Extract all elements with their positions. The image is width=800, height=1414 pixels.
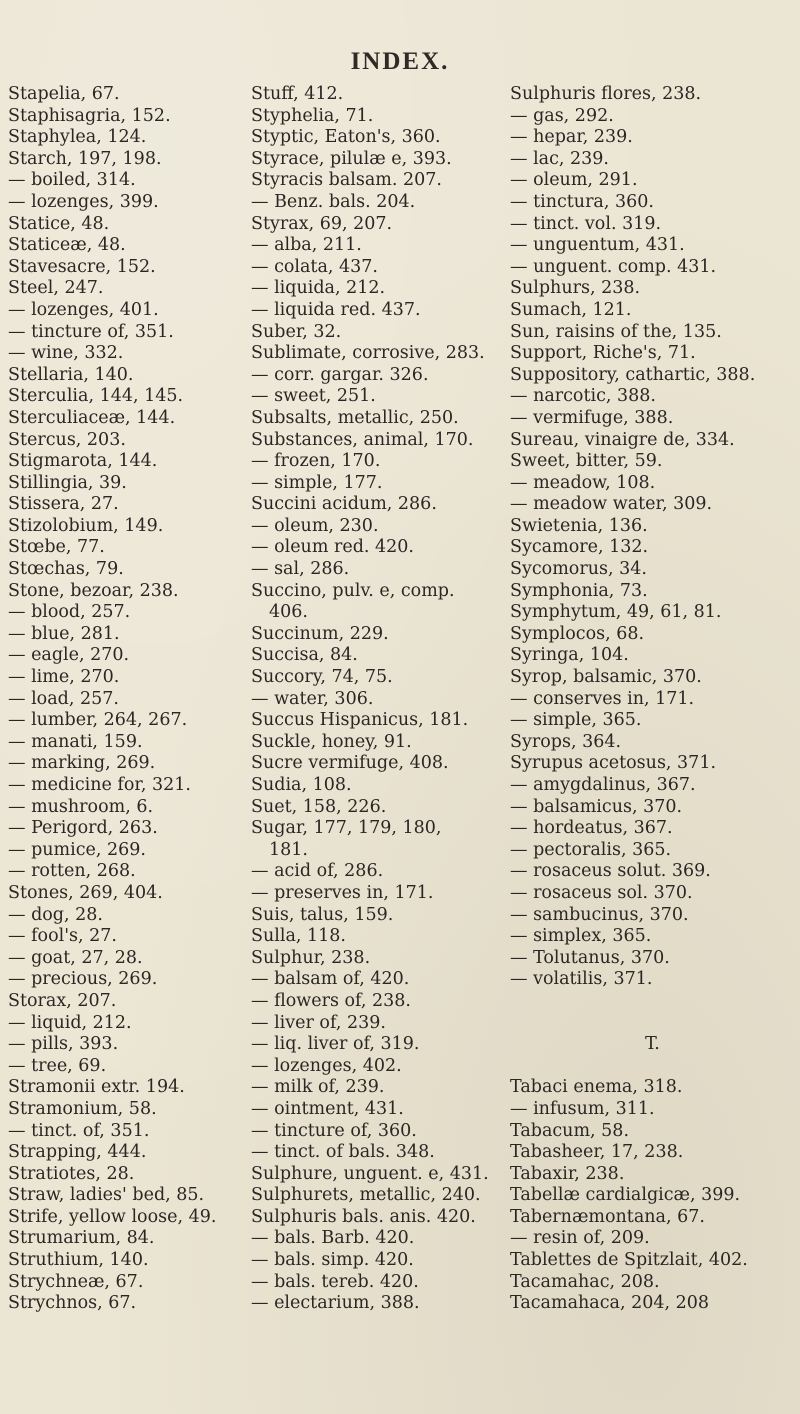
- index-entry: Substances, animal, 170.: [251, 429, 474, 450]
- index-entry: — fool's, 27.: [8, 926, 117, 947]
- index-entry: Sulphuris bals. anis. 420.: [251, 1206, 476, 1227]
- index-entry: — Tolutanus, 370.: [510, 947, 670, 968]
- index-entry: Stigmarota, 144.: [8, 451, 158, 472]
- index-entry: — tinct. of bals. 348.: [251, 1142, 435, 1163]
- index-entry: — preserves in, 171.: [251, 882, 434, 903]
- index-entry: Succini acidum, 286.: [251, 494, 437, 515]
- index-entry: Sulphuris flores, 238.: [510, 84, 702, 104]
- index-column-3: [510, 84, 795, 1315]
- index-entry: — hepar, 239.: [510, 127, 633, 148]
- index-entry: Statice, 48.: [8, 213, 110, 234]
- index-entry: — balsamicus, 370.: [510, 796, 683, 817]
- index-entry: Sumach, 121.: [510, 299, 632, 320]
- index-entry: — resin of, 209.: [510, 1228, 650, 1249]
- index-entry: — boiled, 314.: [8, 170, 136, 191]
- index-entry: Tabellæ cardialgicæ, 399.: [510, 1185, 741, 1206]
- index-entry: — rosaceus sol. 370.: [510, 882, 693, 903]
- index-entry: Stuff, 412.: [251, 84, 344, 104]
- page-title: INDEX.: [350, 48, 450, 75]
- index-entry: — blue, 281.: [8, 623, 120, 644]
- index-entry: Suet, 158, 226.: [251, 796, 387, 817]
- index-entry: Stramonii extr. 194.: [8, 1077, 185, 1098]
- index-entry: — sal, 286.: [251, 559, 350, 580]
- index-entry: Suckle, honey, 91.: [251, 731, 412, 752]
- index-entry: — water, 306.: [251, 688, 374, 709]
- index-entry: — eagle, 270.: [8, 645, 130, 666]
- index-entry: Stissera, 27.: [8, 494, 119, 515]
- index-entry: Suber, 32.: [251, 321, 342, 342]
- index-entry: — ointment, 431.: [251, 1098, 404, 1119]
- index-column-1: [8, 84, 236, 1315]
- index-entry: Sureau, vinaigre de, 334.: [510, 429, 735, 450]
- index-entry: — oleum, 230.: [251, 515, 379, 536]
- index-entry: Strychneæ, 67.: [8, 1271, 144, 1292]
- index-entry: Stratiotes, 28.: [8, 1163, 135, 1184]
- index-entry: — tinct. vol. 319.: [510, 213, 662, 234]
- index-entry: — pumice, 269.: [8, 839, 146, 860]
- index-entry: — colata, 437.: [251, 256, 378, 277]
- index-entry: Strapping, 444.: [8, 1142, 147, 1163]
- index-entry: — lumber, 264, 267.: [8, 710, 188, 731]
- index-entry: Succus Hispanicus, 181.: [251, 710, 469, 731]
- index-entry: Strife, yellow loose, 49.: [8, 1206, 217, 1227]
- index-entry: Sycamore, 132.: [510, 537, 649, 558]
- index-entry: Sulphurets, metallic, 240.: [251, 1185, 481, 1206]
- index-entry: — bals. tereb. 420.: [251, 1271, 419, 1292]
- index-entry: — pectoralis, 365.: [510, 839, 672, 860]
- index-entry: — volatilis, 371.: [510, 969, 653, 990]
- section-letter-heading: T.: [645, 1034, 660, 1055]
- index-entry: — liquida red. 437.: [251, 299, 421, 320]
- index-entry: — blood, 257.: [8, 602, 131, 623]
- index-entry: Swietenia, 136.: [510, 515, 648, 536]
- index-entry: Succinum, 229.: [251, 623, 389, 644]
- index-entry: Symphonia, 73.: [510, 580, 648, 601]
- index-entry: — bals. simp. 420.: [251, 1250, 414, 1271]
- index-entry: — liquid, 212.: [8, 1012, 132, 1033]
- index-entry: Styracis balsam. 207.: [251, 170, 442, 191]
- index-entry: — infusum, 311.: [510, 1098, 655, 1119]
- index-entry: — Benz. bals. 204.: [251, 191, 416, 212]
- index-entry: — balsam of, 420.: [251, 969, 410, 990]
- index-entry: — milk of, 239.: [251, 1077, 385, 1098]
- index-entry: — tree, 69.: [8, 1055, 107, 1076]
- index-entry: — unguentum, 431.: [510, 235, 685, 256]
- index-entry: Syringa, 104.: [510, 645, 629, 666]
- index-entry: Storax, 207.: [8, 990, 117, 1011]
- index-entry: Tabaci enema, 318.: [510, 1077, 683, 1098]
- index-entry: Staphylea, 124.: [8, 127, 147, 148]
- index-entry: — tinctura, 360.: [510, 191, 654, 212]
- index-entry: Styptic, Eaton's, 360.: [251, 127, 441, 148]
- index-entry: Succory, 74, 75.: [251, 667, 393, 688]
- index-entry: Strumarium, 84.: [8, 1228, 155, 1249]
- index-entry: — wine, 332.: [8, 343, 124, 364]
- index-entry: Suis, talus, 159.: [251, 904, 394, 925]
- index-entry: Stœchas, 79.: [8, 559, 124, 580]
- index-entry: — tincture of, 360.: [251, 1120, 417, 1141]
- index-entry: — simple, 365.: [510, 710, 642, 731]
- index-entry: — simple, 177.: [251, 472, 383, 493]
- index-entry: Starch, 197, 198.: [8, 148, 162, 169]
- index-entry: — oleum red. 420.: [251, 537, 414, 558]
- index-entry: Sterculiaceæ, 144.: [8, 407, 176, 428]
- index-entry: Stellaria, 140.: [8, 364, 134, 385]
- index-entry: — pills, 393.: [8, 1034, 119, 1055]
- index-entry: — lime, 270.: [8, 667, 120, 688]
- index-entry: Symplocos, 68.: [510, 623, 645, 644]
- index-column-2: [251, 84, 521, 1315]
- index-entry: — bals. Barb. 420.: [251, 1228, 415, 1249]
- index-entry: Sweet, bitter, 59.: [510, 451, 663, 472]
- index-entry: Struthium, 140.: [8, 1250, 149, 1271]
- index-entry: — vermifuge, 388.: [510, 407, 674, 428]
- index-entry: Syrop, balsamic, 370.: [510, 667, 702, 688]
- index-entry: — conserves in, 171.: [510, 688, 695, 709]
- index-entry: Strychnos, 67.: [8, 1293, 137, 1314]
- index-entry: Styphelia, 71.: [251, 105, 374, 126]
- index-entry: Stavesacre, 152.: [8, 256, 156, 277]
- index-entry: — alba, 211.: [251, 235, 362, 256]
- index-entry: Sucre vermifuge, 408.: [251, 753, 449, 774]
- index-entry: — hordeatus, 367.: [510, 818, 673, 839]
- index-entry: Stapelia, 67.: [8, 84, 120, 104]
- entry-continuation: 406.: [269, 602, 308, 623]
- index-entry: — marking, 269.: [8, 753, 156, 774]
- index-entry: Succisa, 84.: [251, 645, 358, 666]
- index-entry: — lozenges, 401.: [8, 299, 159, 320]
- index-entry: — simplex, 365.: [510, 926, 652, 947]
- index-entry: Stramonium, 58.: [8, 1098, 157, 1119]
- index-entry: Stercus, 203.: [8, 429, 126, 450]
- index-entry: Steel, 247.: [8, 278, 104, 299]
- blank-line: [510, 991, 795, 1013]
- index-entry: — goat, 27, 28.: [8, 947, 143, 968]
- index-entry: Succino, pulv. e, comp.: [251, 580, 455, 601]
- index-entry: Sulphur, 238.: [251, 947, 371, 968]
- index-entry: Support, Riche's, 71.: [510, 343, 696, 364]
- index-entry: Subsalts, metallic, 250.: [251, 407, 459, 428]
- index-entry: — liver of, 239.: [251, 1012, 386, 1033]
- index-entry: Sulphure, unguent. e, 431.: [251, 1163, 489, 1184]
- blank-line: [510, 1056, 795, 1078]
- index-entry: — sweet, 251.: [251, 386, 376, 407]
- index-entry: — amygdalinus, 367.: [510, 775, 696, 795]
- index-entry: Straw, ladies' bed, 85.: [8, 1185, 205, 1206]
- index-entry: Suppository, cathartic, 388.: [510, 364, 756, 385]
- index-entry: — precious, 269.: [8, 969, 158, 990]
- index-entry: — frozen, 170.: [251, 451, 381, 472]
- index-entry: Tacamahac, 208.: [510, 1271, 660, 1292]
- index-entry: — oleum, 291.: [510, 170, 638, 191]
- index-entry: — Perigord, 263.: [8, 818, 158, 839]
- index-entry: Sulphurs, 238.: [510, 278, 641, 299]
- index-entry: — load, 257.: [8, 688, 119, 709]
- index-entry: Syrupus acetosus, 371.: [510, 753, 717, 774]
- index-entry: Tablettes de Spitzlait, 402.: [510, 1250, 748, 1271]
- entry-continuation: 181.: [269, 839, 308, 860]
- index-entry: Stizolobium, 149.: [8, 515, 164, 536]
- index-entry: — unguent. comp. 431.: [510, 256, 717, 277]
- index-entry: Staticeæ, 48.: [8, 235, 126, 256]
- index-entry: Tabernæmontana, 67.: [510, 1206, 705, 1227]
- index-entry: Sun, raisins of the, 135.: [510, 321, 722, 342]
- index-entry: Stones, 269, 404.: [8, 882, 163, 903]
- index-entry: — tinct. of, 351.: [8, 1120, 150, 1141]
- index-entry: Styrace, pilulæ e, 393.: [251, 148, 452, 169]
- index-entry: Sugar, 177, 179, 180,: [251, 818, 442, 839]
- index-entry: Sublimate, corrosive, 283.: [251, 343, 485, 364]
- index-entry: Stœbe, 77.: [8, 537, 105, 558]
- index-entry: Tabaxir, 238.: [510, 1163, 625, 1184]
- index-entry: Sterculia, 144, 145.: [8, 386, 184, 407]
- index-entry: — lozenges, 402.: [251, 1055, 402, 1076]
- index-entry: — sambucinus, 370.: [510, 904, 689, 925]
- index-entry: Sulla, 118.: [251, 926, 346, 947]
- index-entry: Styrax, 69, 207.: [251, 213, 393, 234]
- index-entry: Tacamahaca, 204, 208: [510, 1293, 710, 1314]
- index-entry: — meadow, 108.: [510, 472, 656, 493]
- index-entry: — manati, 159.: [8, 731, 143, 752]
- index-entry: — gas, 292.: [510, 105, 614, 126]
- index-entry: — dog, 28.: [8, 904, 103, 925]
- index-entry: — medicine for, 321.: [8, 775, 191, 795]
- index-entry: Sudia, 108.: [251, 775, 352, 795]
- blank-line: [510, 1013, 795, 1035]
- index-entry: — narcotic, 388.: [510, 386, 656, 407]
- index-entry: — liquida, 212.: [251, 278, 386, 299]
- index-entry: — corr. gargar. 326.: [251, 364, 429, 385]
- index-entry: Tabasheer, 17, 238.: [510, 1142, 684, 1163]
- index-entry: Staphisagria, 152.: [8, 105, 171, 126]
- index-entry: Stone, bezoar, 238.: [8, 580, 179, 601]
- index-entry: — flowers of, 238.: [251, 990, 411, 1011]
- index-entry: — electarium, 388.: [251, 1293, 420, 1314]
- index-entry: — rosaceus solut. 369.: [510, 861, 711, 882]
- index-entry: Sycomorus, 34.: [510, 559, 647, 580]
- index-entry: — mushroom, 6.: [8, 796, 154, 817]
- index-entry: Stillingia, 39.: [8, 472, 127, 493]
- index-entry: Symphytum, 49, 61, 81.: [510, 602, 722, 623]
- index-entry: Tabacum, 58.: [510, 1120, 630, 1141]
- index-entry: — tincture of, 351.: [8, 321, 174, 342]
- index-entry: — liq. liver of, 319.: [251, 1034, 420, 1055]
- index-entry: — lac, 239.: [510, 148, 609, 169]
- index-entry: — meadow water, 309.: [510, 494, 713, 515]
- index-entry: — acid of, 286.: [251, 861, 384, 882]
- index-entry: — rotten, 268.: [8, 861, 136, 882]
- index-entry: — lozenges, 399.: [8, 191, 159, 212]
- index-entry: Syrops, 364.: [510, 731, 622, 752]
